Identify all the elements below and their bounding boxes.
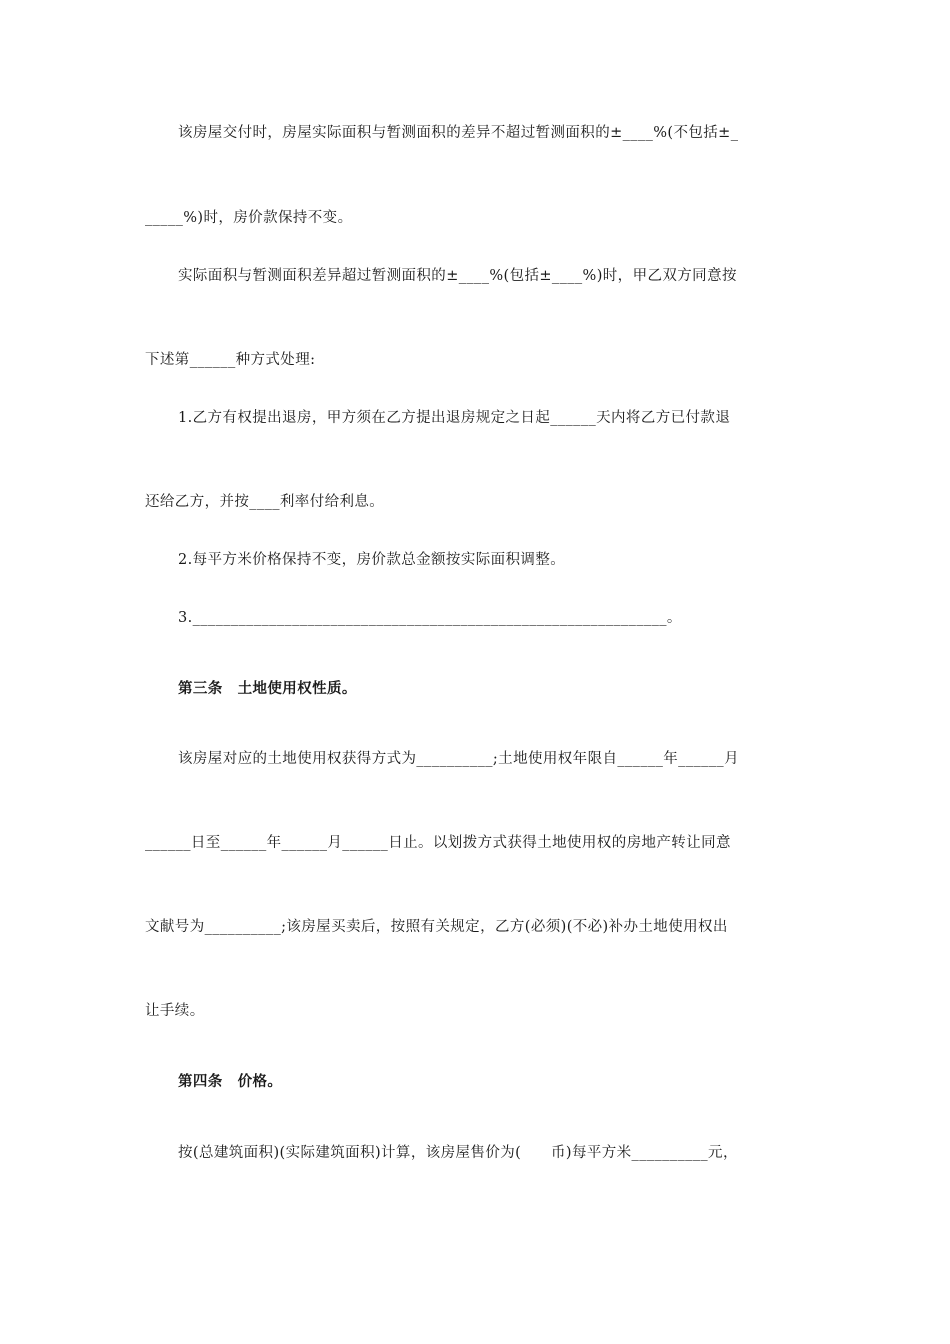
paragraph-line: 下述第______种方式处理:	[145, 352, 316, 368]
paragraph-line: 实际面积与暂测面积差异超过暂测面积的±____%(包括±____%)时，甲乙双方同意按	[178, 268, 737, 284]
section-heading: 第四条 价格。	[178, 1074, 283, 1090]
paragraph-line: ______日至______年______月______日止。以划拨方式获得土地使用权的房地产转让同意	[145, 835, 731, 851]
paragraph-line: 让手续。	[145, 1003, 205, 1019]
paragraph-line: 该房屋交付时，房屋实际面积与暂测面积的差异不超过暂测面积的±____%(不包括±_	[178, 125, 739, 141]
paragraph-line: 按(总建筑面积)(实际建筑面积)计算，该房屋售价为( 币)每平方米__________元，	[178, 1145, 738, 1161]
paragraph-line: 该房屋对应的土地使用权获得方式为__________;土地使用权年限自______年______月	[178, 751, 739, 767]
paragraph-line: _____%)时，房价款保持不变。	[145, 210, 353, 226]
paragraph-line: 还给乙方，并按____利率付给利息。	[145, 494, 385, 510]
paragraph-line: 2.每平方米价格保持不变，房价款总金额按实际面积调整。	[178, 552, 566, 568]
paragraph-line: 文献号为__________;该房屋买卖后，按照有关规定，乙方(必须)(不必)补办土地使用权出	[145, 919, 728, 935]
paragraph-line: 1.乙方有权提出退房，甲方须在乙方提出退房规定之日起______天内将乙方已付款退	[178, 410, 731, 426]
section-heading: 第三条 土地使用权性质。	[178, 681, 357, 697]
paragraph-line: 3.______________________________________________________________。	[178, 610, 682, 626]
